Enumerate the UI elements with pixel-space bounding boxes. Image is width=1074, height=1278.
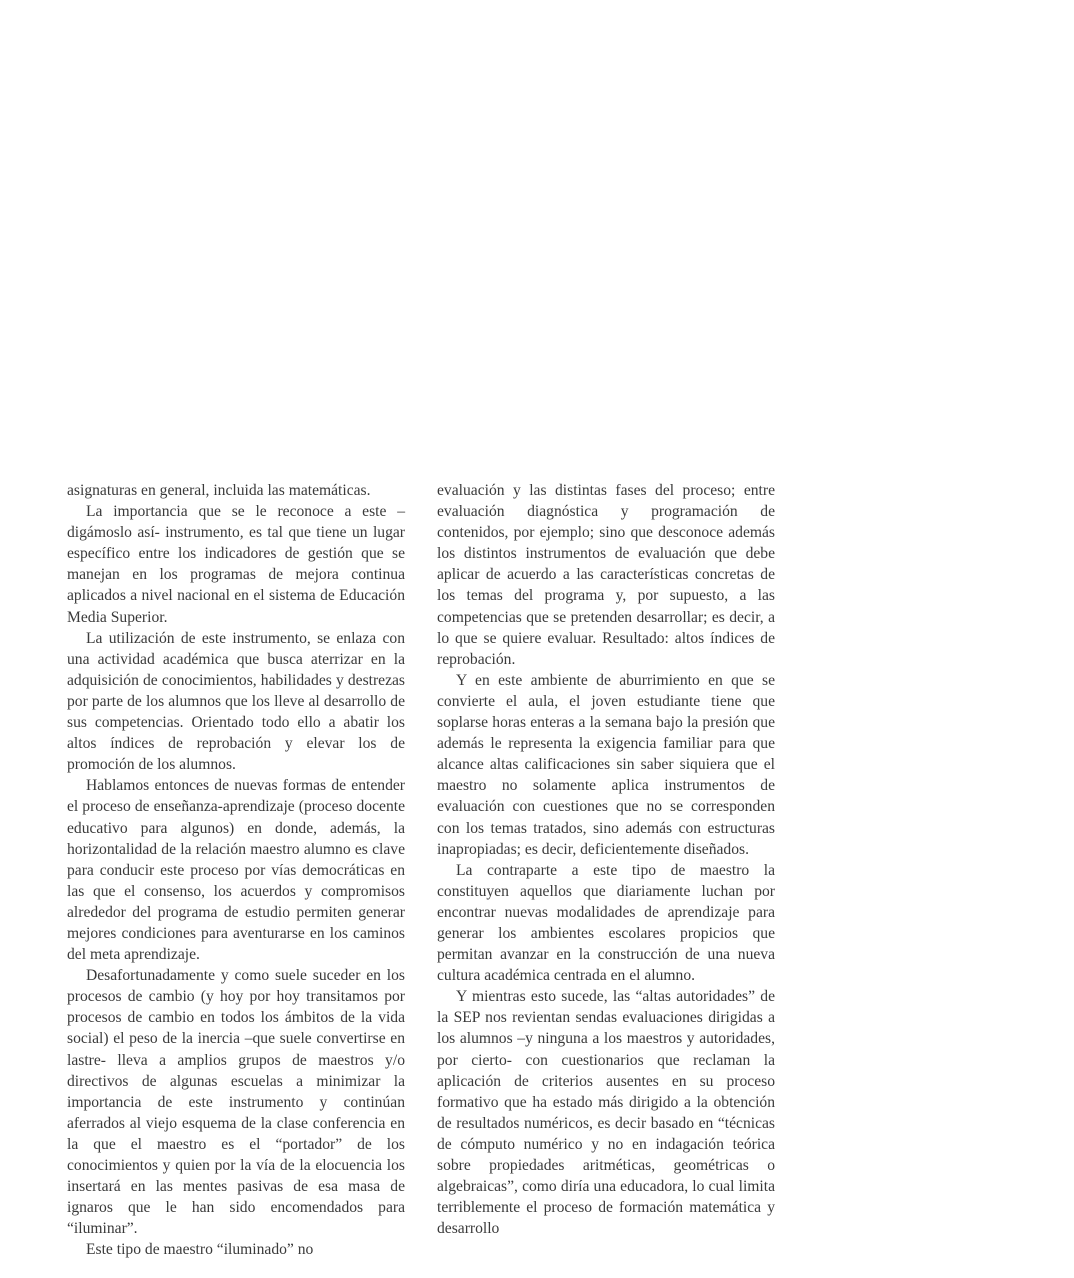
paragraph: Y mientras esto sucede, las “altas autoridades” de la SEP nos revientan sendas evaluaciones dirigidas a los alumnos –y ninguna a los maestros y autoridades, por cierto- con cuestionarios que reclaman la aplicación de criterios ausentes en su proceso formativo que ha estado más dirigido a la obtención de resultados numéricos, es decir basado en “técnicas de cómputo numérico y no en indagación teórica sobre propiedades aritméticas, geométricas o algebraicas”, como diría una educadora, lo cual limita terriblemente el proceso de formación matemática y desarrollo xyxy=(437,988,775,1238)
paragraph: Hablamos entonces de nuevas formas de entender el proceso de enseñanza-aprendizaje (proceso docente educativo para algunos) en donde, además, la horizontalidad de la relación maestro alumno es clave para conducir este proceso por vías democráticas en las que el consenso, los acuerdos y compromisos alrededor del programa de estudio permiten generar mejores condiciones para aventurarse en los caminos del meta aprendizaje. xyxy=(67,777,405,964)
paragraph: La utilización de este instrumento, se enlaza con una actividad académica que busca aterrizar en la adquisición de conocimientos, habilidades y destrezas por parte de los alumnos que los lleve al desarrollo de sus competencias. Orientado todo ello a abatir los altos índices de reprobación y elevar los de promoción de los alumnos. xyxy=(67,629,405,774)
left-column xyxy=(67,480,405,1260)
paragraph: Y en este ambiente de aburrimiento en que se convierte el aula, el joven estudiante tiene que soplarse horas enteras a la semana bajo la presión que además le representa la exigencia familiar para que alcance altas calificaciones sin saber siquiera que el maestro no solamente aplica instrumentos de evaluación con cuestiones que no se corresponden con los temas tratados, sino además con estructuras inapropiadas; es decir, deficientemente diseñados. xyxy=(437,671,775,858)
paragraph: La importancia que se le reconoce a este –digámoslo así- instrumento, es tal que tiene un lugar específico entre los indicadores de gestión que se manejan en los programas de mejora continua aplicados a nivel nacional en el sistema de Educación Media Superior. xyxy=(67,503,405,626)
right-column xyxy=(437,480,775,1239)
paragraph: Desafortunadamente y como suele suceder en los procesos de cambio (y hoy por hoy transitamos por procesos de cambio en todos los ámbitos de la vida social) el peso de la inercia –que suele convertirse en lastre- lleva a amplios grupos de maestros y/o directivos de algunas escuelas a minimizar la importancia de este instrumento y continúan aferrados al viejo esquema de la clase conferencia en la que el maestro es el “portador” de los conocimientos y quien por la vía de la elocuencia los insertará en las mentes pasivas de esa masa de ignaros que le han sido encomendados para “iluminar”. xyxy=(67,967,405,1238)
paragraph: asignaturas en general, incluida las matemáticas. xyxy=(67,482,371,499)
paragraph: evaluación y las distintas fases del proceso; entre evaluación diagnóstica y programación de contenidos, por ejemplo; sino que desconoce además los distintos instrumentos de evaluación que debe aplicar de acuerdo a las características concretas de los temas del programa y, por supuesto, a las competencias que se pretenden desarrollar; es decir, a lo que se quiere evaluar. Resultado: altos índices de reprobación. xyxy=(437,482,775,668)
paragraph: La contraparte a este tipo de maestro la constituyen aquellos que diariamente luchan por encontrar nuevas modalidades de aprendizaje para generar los ambientes escolares propicios que permitan avanzar en la construcción de una nueva cultura académica centrada en el alumno. xyxy=(437,861,775,985)
paragraph: Este tipo de maestro “iluminado” no xyxy=(86,1241,314,1259)
